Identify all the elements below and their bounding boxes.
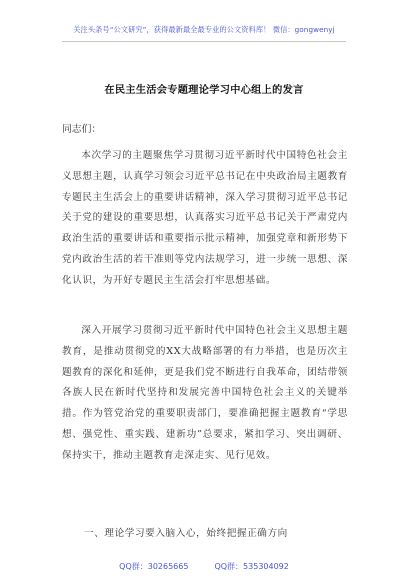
paragraph-2: 深入开展学习贯彻习近平新时代中国特色社会主义思想主题教育，是推动贯彻党的XX大战略部署的有力举措，也是历次主题教育的深化和延伸，更是我们党不断进行自我革命，团结带领各族人民在新时代坚持和发展完善中国特色社会主义的关键举措。作为管党治党的重要职责部门，要准确把握主题教育“学思想、强党性、重实践、建新功”总要求，紧扣学习、突出调研、保持实干，推动主题教育走深走实、见行见效。 (62, 325, 348, 461)
section-heading-1: 一、理论学习要入脑入心，始终把握正确方向 (84, 528, 288, 539)
salutation: 同志们： (62, 124, 102, 135)
header-divider (62, 41, 346, 42)
header-promo-note: 关注头条号“公文研究”，获得最新最全最专业的公文资料库！ 微信：gongwenyj (73, 25, 335, 34)
document-title: 在民主生活会专题理论学习中心组上的发言 (104, 84, 304, 96)
footer-qq-group-1: QQ群：30265665 (119, 562, 189, 571)
footer-qq-groups (0, 561, 408, 572)
paragraph-1: 本次学习的主题聚焦学习贯彻习近平新时代中国特色社会主义思想主题，认真学习领会习近平总书记在中央政治局主题教育专题民主生活会上的重要讲话精神，深入学习贯彻习近平总书记关于党的建设的重要思想，认真落实习近平总书记关于严肃党内政治生活的重要讲话和重要指示批示精神，加强党章和新形势下党内政治生活的若干准则等党内法规学习，进一步统一思想、深化认识，为开好专题民主生活会打牢思想基础。 (62, 150, 348, 286)
footer-qq-group-2: QQ群：535304092 (214, 562, 289, 571)
